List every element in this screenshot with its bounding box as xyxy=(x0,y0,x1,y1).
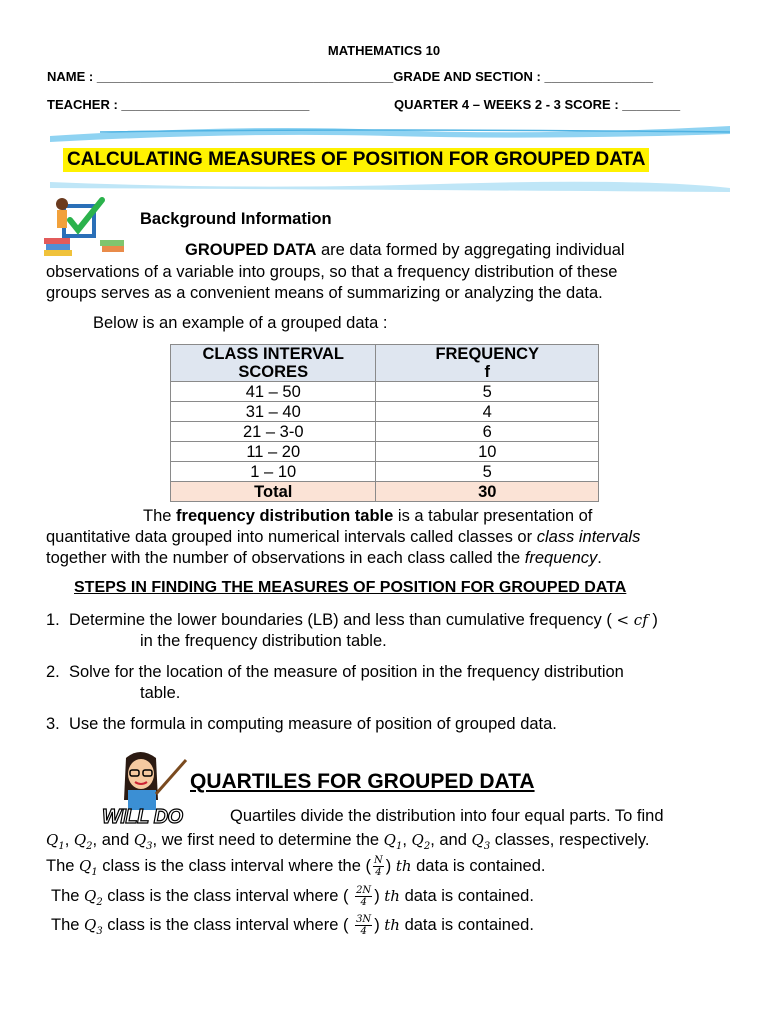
frequency-table xyxy=(170,344,599,502)
class-intervals-term: class intervals xyxy=(536,528,641,546)
fdt-term: frequency distribution table xyxy=(176,507,394,525)
worksheet-title: CALCULATING MEASURES OF POSITION FOR GROUPED DATA xyxy=(63,148,649,172)
frequency-cell: 4 xyxy=(376,402,599,422)
quartiles-line2: $Q_1$, $Q_2$, and $Q_3$, we first need to determine the $Q_1$, $Q_2$, and $Q_3$ classes, respectively. xyxy=(46,831,650,852)
fdt-line1: The frequency distribution table is a tabular presentation of xyxy=(143,507,593,525)
less-than-cf-symbol: < cf xyxy=(616,611,648,629)
col-header-frequency: FREQUENCY f xyxy=(376,345,599,382)
quarter-row xyxy=(394,97,680,112)
para1-rest: are data formed by aggregating individual xyxy=(316,241,625,259)
frequency-cell: 10 xyxy=(376,442,599,462)
example-intro: Below is an example of a grouped data : xyxy=(93,314,388,332)
step-1-line2: in the frequency distribution table. xyxy=(140,632,387,650)
frequency-cell: 6 xyxy=(376,422,599,442)
teacher-line[interactable]: __________________________ xyxy=(121,97,310,112)
score-line[interactable]: ________ xyxy=(622,97,681,112)
table-total-row xyxy=(171,482,599,502)
table-row xyxy=(171,442,599,462)
q1-symbol: $Q_1$ xyxy=(46,831,65,852)
teacher-checkbox-clipart xyxy=(44,194,128,258)
quarter-label: QUARTER 4 – WEEKS 2 - 3 SCORE : xyxy=(394,97,623,112)
table-row xyxy=(171,422,599,442)
background-para-line1 xyxy=(185,240,625,261)
steps-heading: STEPS IN FINDING THE MEASURES OF POSITION FOR GROUPED DATA xyxy=(74,579,627,596)
fdt-line3: together with the number of observations in each class called the frequency. xyxy=(46,549,602,567)
table-row xyxy=(171,462,599,482)
quartiles-intro: Quartiles divide the distribution into four equal parts. To find xyxy=(230,807,664,825)
total-label: Total xyxy=(171,482,376,502)
q2-class-line: The $Q_2$ class is the class interval where ( $\frac{2N}{4}$ ) th data is contained. xyxy=(51,885,534,908)
background-para-line2: observations of a variable into groups, so that a frequency distribution of these xyxy=(46,263,618,281)
interval-cell: 31 – 40 xyxy=(171,402,376,422)
2n-over-4-fraction: $\frac{2N}{4}$ xyxy=(356,885,372,908)
step-3-line1: 3. Use the formula in computing measure of position of grouped data. xyxy=(46,715,557,733)
frequency-cell: 5 xyxy=(376,382,599,402)
interval-cell: 1 – 10 xyxy=(171,462,376,482)
grade-label: GRADE AND SECTION : xyxy=(393,69,545,84)
q3-symbol: $Q_3$ xyxy=(133,831,153,852)
table-row xyxy=(171,382,599,402)
grouped-data-term: GROUPED DATA xyxy=(185,241,317,259)
col-header-class-interval: CLASS INTERVAL SCORES xyxy=(171,345,376,382)
step-2-line1: 2. Solve for the location of the measure of position in the frequency distribution xyxy=(46,663,624,681)
background-para-line3: groups serves as a convenient means of summarizing or analyzing the data. xyxy=(46,284,603,302)
teacher-label: TEACHER : xyxy=(47,97,122,112)
q3-class-line: The $Q_3$ class is the class interval where ( $\frac{3N}{4}$ ) th data is contained. xyxy=(51,914,534,937)
teacher-row xyxy=(47,97,309,112)
table-row xyxy=(171,402,599,422)
interval-cell: 21 – 3-0 xyxy=(171,422,376,442)
subject-title: MATHEMATICS 10 xyxy=(327,43,441,58)
3n-over-4-fraction: $\frac{3N}{4}$ xyxy=(356,914,372,937)
frequency-cell: 5 xyxy=(376,462,599,482)
step-3-number: 3. xyxy=(46,715,60,733)
name-line[interactable]: _________________________________________ xyxy=(96,69,394,84)
name-label: NAME : xyxy=(47,69,97,84)
will-do-label: WILL DO xyxy=(102,806,183,828)
q1-class-line: The $Q_1$ class is the class interval where the ( $\frac{N}{4}$ ) th data is contained. xyxy=(46,855,546,878)
quartiles-heading: QUARTILES FOR GROUPED DATA xyxy=(190,770,535,793)
step-1-number: 1. xyxy=(46,611,60,629)
frequency-term: frequency xyxy=(524,549,598,567)
step-2-number: 2. xyxy=(46,663,60,681)
n-over-4-fraction: $\frac{N}{4}$ xyxy=(374,855,383,878)
grade-line[interactable]: _______________ xyxy=(544,69,653,84)
interval-cell: 41 – 50 xyxy=(171,382,376,402)
table-header-row xyxy=(171,345,599,382)
step-2-line2: table. xyxy=(140,684,181,702)
name-row xyxy=(47,69,653,84)
fdt-line2: quantitative data grouped into numerical intervals called classes or class intervals xyxy=(46,528,641,546)
interval-cell: 11 – 20 xyxy=(171,442,376,462)
q2-symbol: $Q_2$ xyxy=(73,831,93,852)
total-value: 30 xyxy=(376,482,599,502)
step-1-line1: 1. Determine the lower boundaries (LB) and less than cumulative frequency ( < cf ) xyxy=(46,611,658,629)
background-heading: Background Information xyxy=(140,210,332,228)
